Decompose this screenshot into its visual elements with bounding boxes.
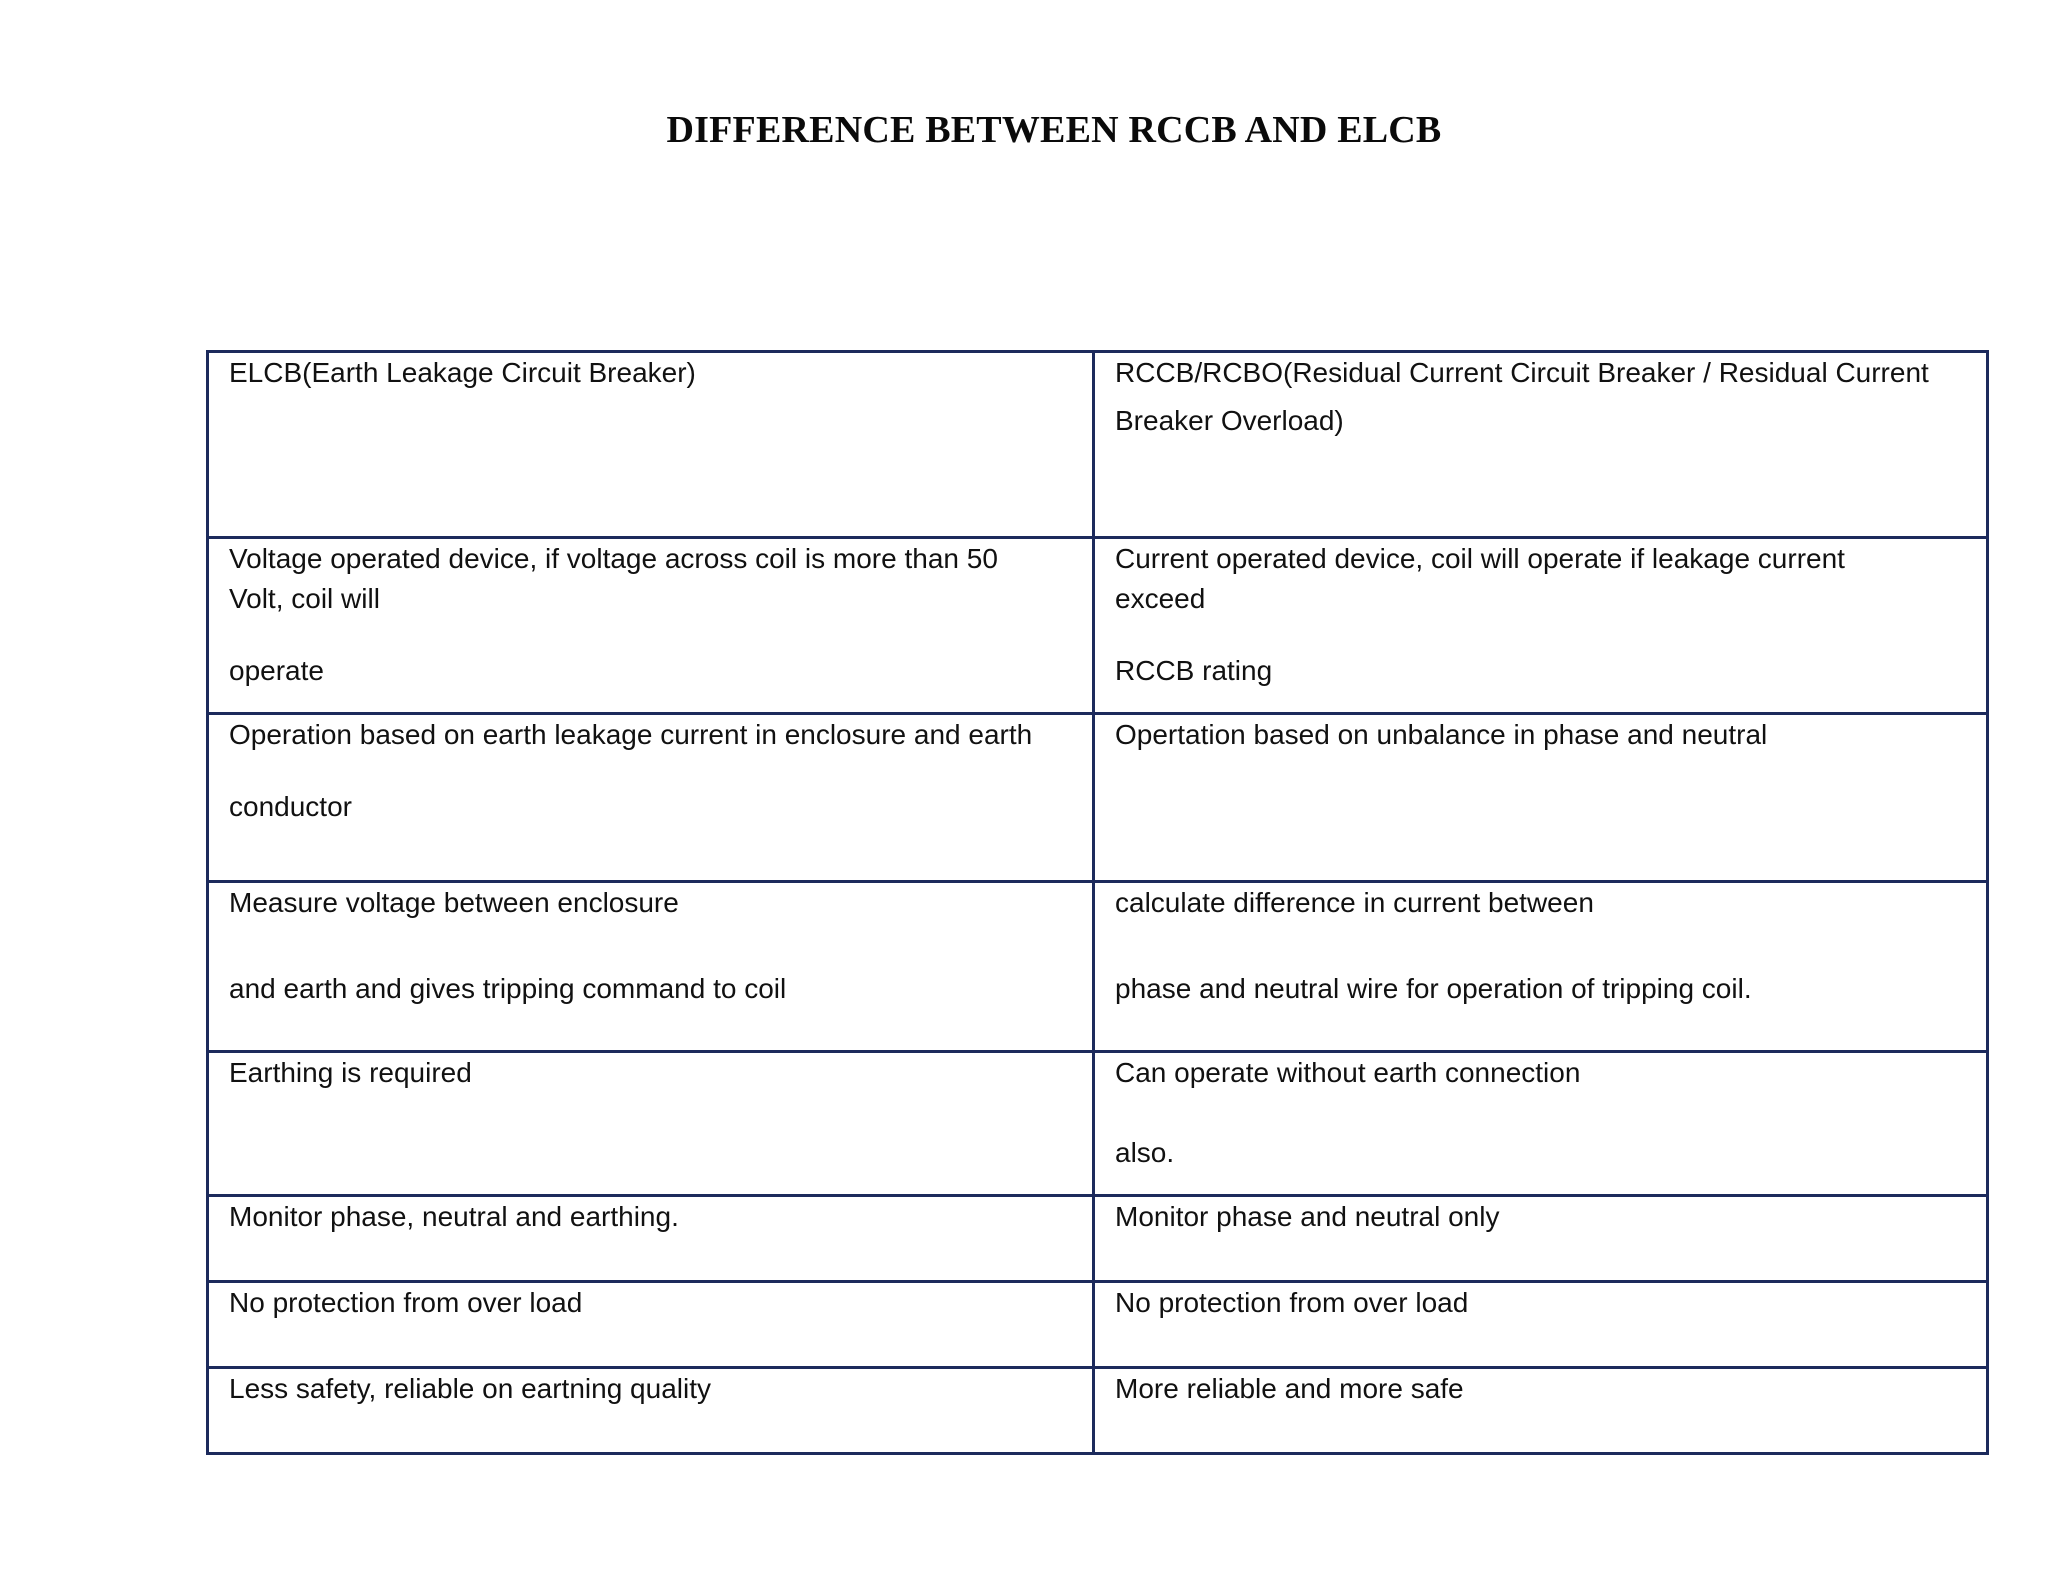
table-row [208, 1196, 1988, 1282]
cell-text: also. [1115, 1137, 1175, 1168]
cell-text: No protection from over load [1115, 1287, 1469, 1318]
rccb-cell [1094, 882, 1988, 1052]
cell-text: Monitor phase and neutral only [1115, 1201, 1500, 1232]
rccb-cell [1094, 1052, 1988, 1196]
cell-text: calculate difference in current between [1115, 887, 1594, 918]
comparison-table [206, 350, 1989, 1455]
cell-text: Breaker Overload) [1115, 405, 1344, 436]
cell-text: RCCB rating [1115, 655, 1273, 686]
elcb-cell [208, 1196, 1094, 1282]
cell-text: RCCB/RCBO(Residual Current Circuit Breaker / Residual Current [1115, 357, 1929, 388]
cell-text: Monitor phase, neutral and earthing. [229, 1201, 679, 1232]
elcb-cell [208, 1282, 1094, 1368]
cell-text: Less safety, reliable on eartning quality [229, 1373, 711, 1404]
table-row [208, 538, 1988, 714]
cell-text: ELCB(Earth Leakage Circuit Breaker) [229, 357, 696, 388]
page-title: DIFFERENCE BETWEEN RCCB AND ELCB [666, 109, 1442, 151]
rccb-cell [1094, 1196, 1988, 1282]
table-row [208, 882, 1988, 1052]
cell-text: Volt, coil will [229, 583, 380, 614]
cell-text: conductor [229, 791, 352, 822]
elcb-cell [208, 538, 1094, 714]
cell-text: operate [229, 655, 324, 686]
cell-text: Opertation based on unbalance in phase and neutral [1115, 719, 1768, 750]
cell-text: Voltage operated device, if voltage across coil is more than 50 [229, 543, 998, 574]
cell-text: More reliable and more safe [1115, 1373, 1464, 1404]
table-row [208, 352, 1988, 538]
rccb-cell [1094, 1282, 1988, 1368]
cell-text: Operation based on earth leakage current in enclosure and earth [229, 719, 1033, 750]
cell-text: phase and neutral wire for operation of tripping coil. [1115, 973, 1752, 1004]
elcb-cell [208, 1052, 1094, 1196]
elcb-cell [208, 714, 1094, 882]
table-row [208, 1282, 1988, 1368]
cell-text: No protection from over load [229, 1287, 583, 1318]
cell-text: Current operated device, coil will operate if leakage current [1115, 543, 1845, 574]
elcb-cell [208, 352, 1094, 538]
cell-text: Earthing is required [229, 1057, 472, 1088]
elcb-cell [208, 1368, 1094, 1454]
cell-text: exceed [1115, 583, 1206, 614]
cell-text: Measure voltage between enclosure [229, 887, 679, 918]
table-row [208, 1052, 1988, 1196]
rccb-cell [1094, 352, 1988, 538]
table-row [208, 714, 1988, 882]
cell-text: and earth and gives tripping command to coil [229, 973, 787, 1004]
rccb-cell [1094, 538, 1988, 714]
elcb-cell [208, 882, 1094, 1052]
rccb-cell [1094, 1368, 1988, 1454]
rccb-cell [1094, 714, 1988, 882]
cell-text: Can operate without earth connection [1115, 1057, 1581, 1088]
table-row [208, 1368, 1988, 1454]
